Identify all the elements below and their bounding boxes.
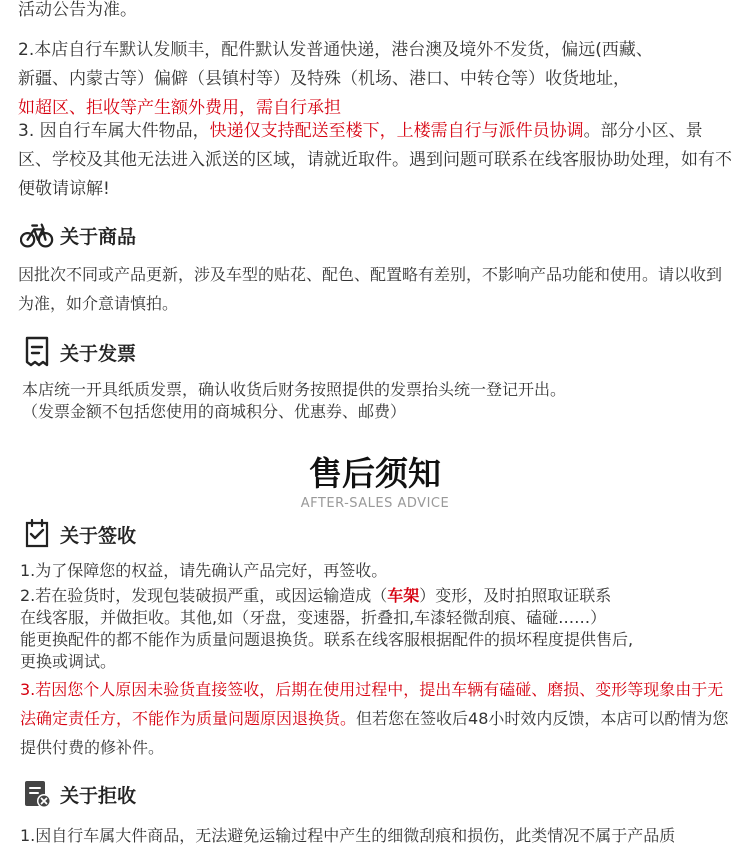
section-body	[22, 379, 732, 423]
section-title: 关于发票	[60, 342, 137, 365]
checklist-icon	[20, 517, 54, 551]
text: ）变形，及时拍照取证联系	[419, 586, 612, 605]
section-body	[20, 825, 732, 847]
page-title: 售后须知	[309, 454, 441, 493]
section-title: 关于商品	[60, 225, 137, 248]
text: 2.若在验货时，发现包装破损严重，或因运输造成（	[20, 586, 388, 605]
text: 本店统一开具纸质发票，确认收货后财务按照提供的发票抬头统一登记开出。	[22, 380, 567, 399]
bicycle-icon	[20, 218, 54, 252]
text: 1.为了保障您的权益，请先确认产品完好，再签收。	[20, 561, 388, 580]
text: 在线客服，并做拒收。其他,如（牙盘，变速器，折叠扣,车漆轻微刮痕、磕碰……）	[20, 608, 607, 627]
reject-document-icon	[20, 777, 54, 811]
section-title: 关于签收	[60, 524, 137, 547]
signing-item-2	[20, 585, 732, 673]
section-heading-invoice	[20, 335, 136, 369]
page-subtitle: AFTER-SALES ADVICE	[300, 496, 450, 511]
receipt-icon	[20, 335, 54, 369]
text: 能更换配件的都不能作为质量问题退换货。联系在线客服根据配件的损坏程度提供售后,	[20, 630, 634, 649]
notice-item-2	[18, 36, 732, 123]
section-title: 关于拒收	[60, 784, 137, 807]
text: 因批次不同或产品更新，涉及车型的贴花、配色、配置略有差别，不影响产品功能和使用。请以收到为准，如介意请慎拍。	[18, 265, 723, 313]
text: 新疆、内蒙古等）偏僻（县镇村等）及特殊（机场、港口、中转仓等）收货地址，	[18, 69, 630, 89]
text: 3. 因自行车属大件物品，	[18, 121, 210, 141]
section-body	[18, 260, 732, 318]
text: 。部分小区、景区、学校及其他无法进入派送的区域，请就近取件。遇到问题可联系在线客服协助处理，如有不便敬请谅解!	[18, 121, 732, 199]
text: 活动公告为准。	[18, 0, 137, 20]
text: 1.因自行车属大件商品，无法避免运输过程中产生的细微刮痕和损伤，此类情况不属于产品质	[20, 826, 676, 845]
section-heading-reject	[20, 777, 136, 811]
notice-item-3	[18, 117, 732, 204]
section-heading-product	[20, 218, 136, 252]
highlight-text: 车架	[387, 586, 420, 605]
section-body	[20, 560, 732, 673]
text: （发票金额不包括您使用的商城积分、优惠券、邮费）	[22, 402, 407, 421]
highlight-text: 快递仅支持配送至楼下，上楼需自行与派件员协调	[209, 121, 584, 141]
notice-line	[18, 0, 732, 25]
text: 更换或调试。	[20, 652, 117, 671]
text: 但若您在签收后48小时效内反馈，本店可以酌情为您提供付费的修补件。	[20, 709, 729, 757]
signing-item-3	[20, 675, 732, 762]
highlight-text: 如超区、拒收等产生额外费用，需自行承担	[18, 98, 341, 118]
highlight-text: 3.若因您个人原因未验货直接签收，后期在使用过程中，提出车辆有磕碰、磨损、变形等现象由于无法确定责任方，不能作为质量问题原因退换货。	[20, 680, 724, 728]
section-heading-signing	[20, 517, 136, 551]
text: 2.本店自行车默认发顺丰，配件默认发普通快递，港台澳及境外不发货，偏远(西藏、	[18, 40, 653, 60]
